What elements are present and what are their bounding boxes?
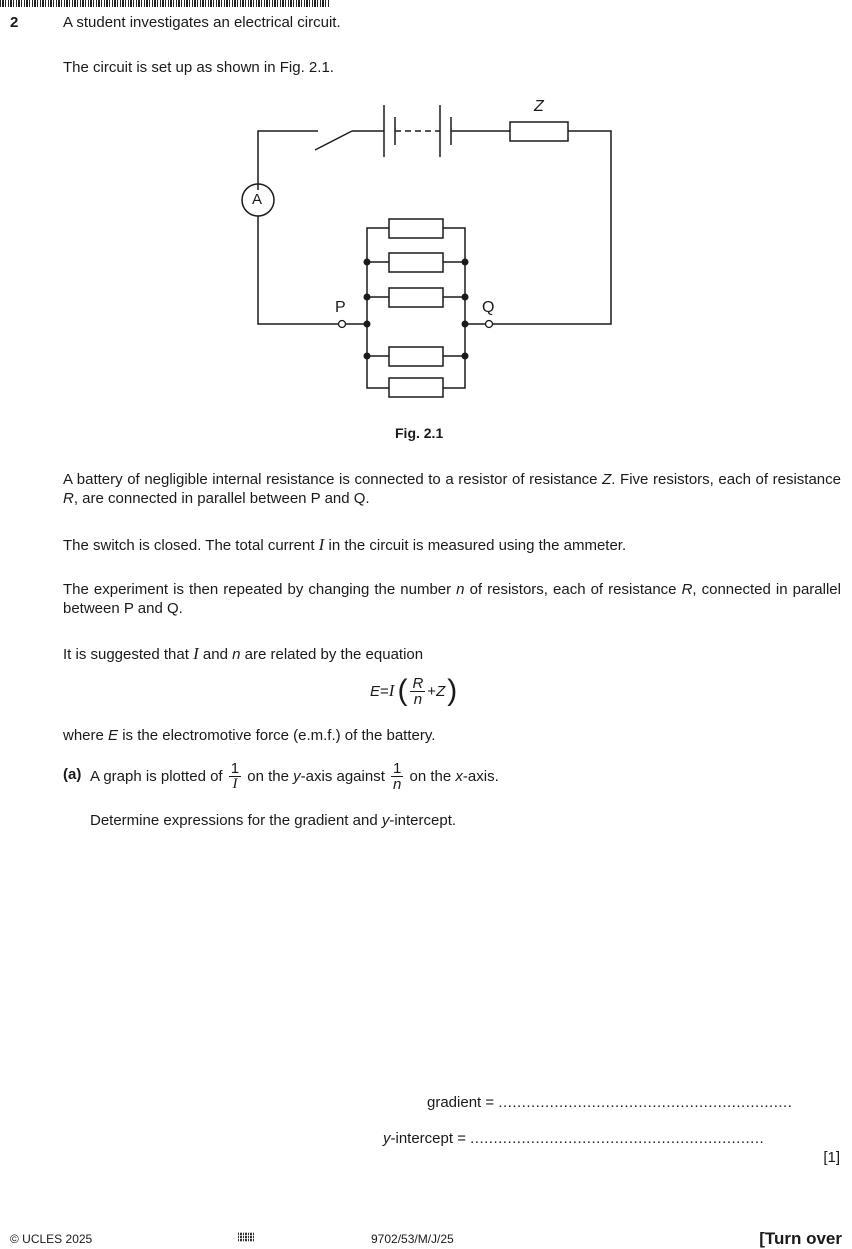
paragraph-suggestion: It is suggested that I and n are related by the equation: [63, 644, 424, 663]
setup-text: The circuit is set up as shown in Fig. 2.1.: [63, 59, 334, 76]
paragraph-setup: A battery of negligible internal resistance is connected to a resistor of resistance Z. Five resistors, each of resistance R, are connected in parallel between P and Q.: [63, 471, 841, 507]
paragraph-repeat: The experiment is then repeated by changing the number n of resistors, each of resistance R, connected in parallel between P and Q.: [63, 581, 841, 617]
figure-caption: Fig. 2.1: [395, 425, 444, 441]
wire-top-left: [258, 131, 318, 190]
part-a-text: A graph is plotted of $\frac{1}{I}$ on the y -axis against $\frac{1}{n}$ on the x -axis.: [90, 759, 499, 793]
junction: [364, 294, 371, 301]
right-paren: ): [447, 674, 458, 707]
right-bus: [443, 228, 465, 388]
junction: [364, 259, 371, 266]
junction: [364, 321, 371, 328]
terminal-p: [339, 321, 346, 328]
junction: [462, 294, 469, 301]
question-number: 2: [10, 14, 19, 31]
qr-code: [238, 1232, 254, 1242]
junction: [462, 321, 469, 328]
terminal-q: [486, 321, 493, 328]
left-bus: [367, 228, 389, 388]
resistor-r3: [389, 288, 443, 307]
resistor-z: [510, 122, 568, 141]
paper-code: 9702/53/M/J/25: [371, 1232, 454, 1246]
resistor-r5: [389, 378, 443, 397]
question-intro: A student investigates an electrical circuit.: [63, 14, 341, 31]
turn-over: [Turn over: [759, 1229, 842, 1248]
resistor-r4: [389, 347, 443, 366]
paragraph-emf: where E is the electromotive force (e.m.f.) of the battery.: [63, 727, 436, 744]
wire-left-bottom: [258, 216, 339, 324]
label-p: P: [335, 299, 346, 316]
intercept-answer-line[interactable]: y-intercept = ...............................................................: [383, 1130, 765, 1147]
ammeter-label: A: [252, 191, 263, 208]
wire-top-right: [492, 131, 611, 324]
junction: [462, 259, 469, 266]
gradient-answer-line[interactable]: gradient = ...............................................................: [427, 1094, 793, 1111]
part-a-label: (a): [63, 766, 82, 783]
resistor-r2: [389, 253, 443, 272]
equation: E = I ( $\frac{R}{n}$ + Z ): [370, 674, 458, 708]
part-a-instruction: Determine expressions for the gradient and y-intercept.: [90, 812, 457, 829]
copyright: © UCLES 2025: [10, 1232, 93, 1246]
resistor-r1: [389, 219, 443, 238]
junction: [462, 353, 469, 360]
circuit-diagram: [0, 0, 852, 420]
label-z: Z: [534, 98, 544, 115]
marks: [1]: [823, 1149, 840, 1166]
paragraph-switch: The switch is closed. The total current I in the circuit is measured using the ammeter.: [63, 535, 627, 554]
left-paren: (: [397, 674, 408, 707]
label-q: Q: [482, 299, 495, 316]
switch: [315, 131, 352, 150]
junction: [364, 353, 371, 360]
